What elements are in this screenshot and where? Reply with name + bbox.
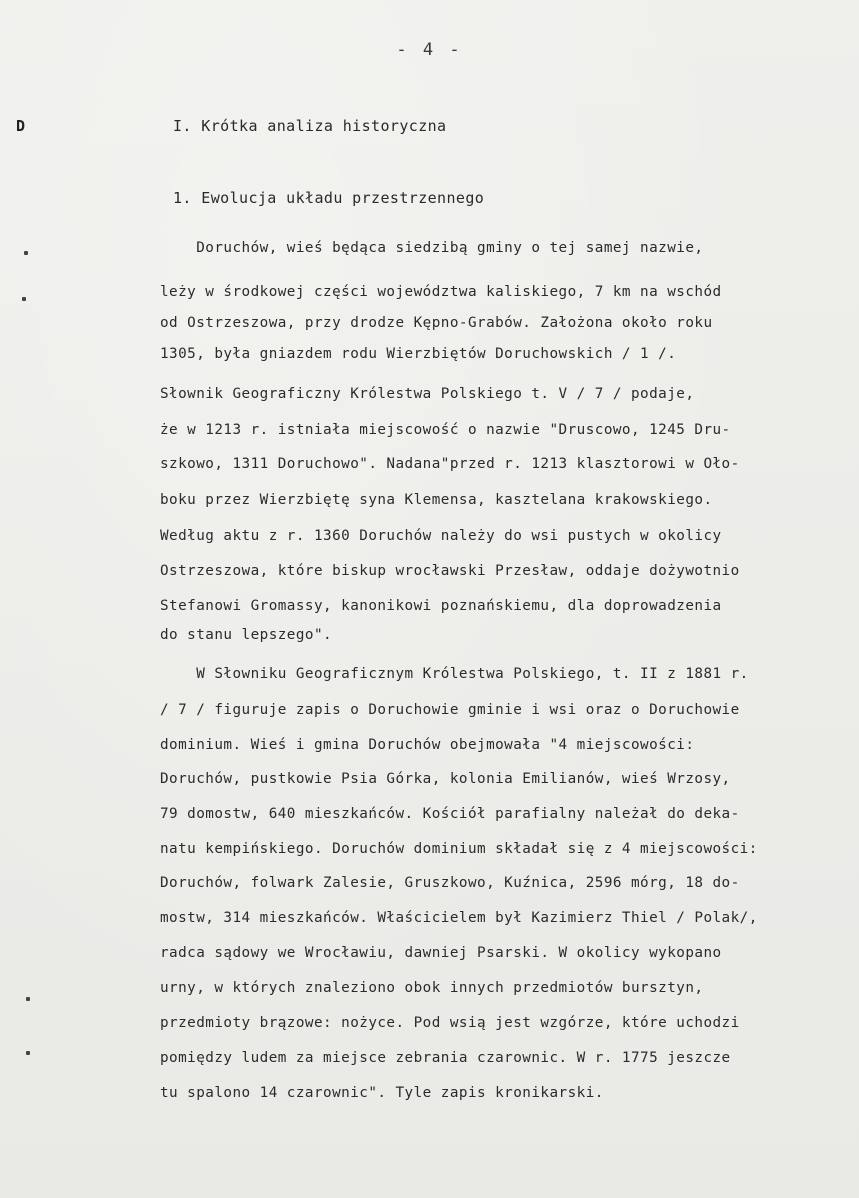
text-line: pomiędzy ludem za miejsce zebrania czarownic. W r. 1775 jeszcze bbox=[160, 1050, 731, 1066]
text-line: że w 1213 r. istniała miejscowość o nazwie "Druscowo, 1245 Dru- bbox=[160, 422, 731, 438]
text-line: tu spalono 14 czarownic". Tyle zapis kronikarski. bbox=[160, 1085, 604, 1101]
text-line: do stanu lepszego". bbox=[160, 627, 333, 643]
text-line: 1305, była gniazdem rodu Wierzbiętów Doruchowskich / 1 /. bbox=[160, 346, 677, 362]
text-line: natu kempińskiego. Doruchów dominium składał się z 4 miejscowości: bbox=[160, 841, 758, 857]
text-line: dominium. Wieś i gmina Doruchów obejmowała "4 miejscowości: bbox=[160, 737, 695, 753]
text-line: Słownik Geograficzny Królestwa Polskiego t. V / 7 / podaje, bbox=[160, 386, 695, 402]
text-line: Doruchów, wieś będąca siedzibą gminy o tej samej nazwie, bbox=[160, 240, 704, 256]
text-line: Stefanowi Gromassy, kanonikowi poznańskiemu, dla doprowadzenia bbox=[160, 598, 722, 614]
margin-letter: D bbox=[16, 117, 26, 135]
text-line: przedmioty brązowe: nożyce. Pod wsią jest wzgórze, które uchodzi bbox=[160, 1015, 740, 1031]
margin-mark bbox=[22, 297, 26, 301]
text-line: 79 domostw, 640 mieszkańców. Kościół parafialny należał do deka- bbox=[160, 806, 740, 822]
text-line: boku przez Wierzbiętę syna Klemensa, kasztelana krakowskiego. bbox=[160, 492, 713, 508]
page-number: - 4 - bbox=[396, 40, 463, 60]
text-line: Ostrzeszowa, które biskup wrocławski Przesław, oddaje dożywotnio bbox=[160, 563, 740, 579]
text-line: Doruchów, folwark Zalesie, Gruszkowo, Kuźnica, 2596 mórg, 18 do- bbox=[160, 875, 740, 891]
margin-mark bbox=[26, 997, 30, 1001]
margin-mark bbox=[26, 1051, 30, 1055]
text-line: W Słowniku Geograficznym Królestwa Polskiego, t. II z 1881 r. bbox=[160, 666, 749, 682]
text-line: szkowo, 1311 Doruchowo". Nadana"przed r. 1213 klasztorowi w Oło- bbox=[160, 456, 740, 472]
text-line: / 7 / figuruje zapis o Doruchowie gminie i wsi oraz o Doruchowie bbox=[160, 702, 740, 718]
text-line: radca sądowy we Wrocławiu, dawniej Psarski. W okolicy wykopano bbox=[160, 945, 722, 961]
text-line: od Ostrzeszowa, przy drodze Kępno-Grabów. Założona około roku bbox=[160, 315, 713, 331]
text-line: urny, w których znaleziono obok innych przedmiotów bursztyn, bbox=[160, 980, 704, 996]
subsection-title: 1. Ewolucja układu przestrzennego bbox=[173, 189, 485, 207]
section-title: I. Krótka analiza historyczna bbox=[173, 117, 447, 135]
margin-mark bbox=[24, 251, 28, 255]
text-line: mostw, 314 mieszkańców. Właścicielem był Kazimierz Thiel / Polak/, bbox=[160, 910, 758, 926]
text-line: leży w środkowej części województwa kaliskiego, 7 km na wschód bbox=[160, 284, 722, 300]
text-line: Doruchów, pustkowie Psia Górka, kolonia Emilianów, wieś Wrzosy, bbox=[160, 771, 731, 787]
text-line: Według aktu z r. 1360 Doruchów należy do wsi pustych w okolicy bbox=[160, 528, 722, 544]
